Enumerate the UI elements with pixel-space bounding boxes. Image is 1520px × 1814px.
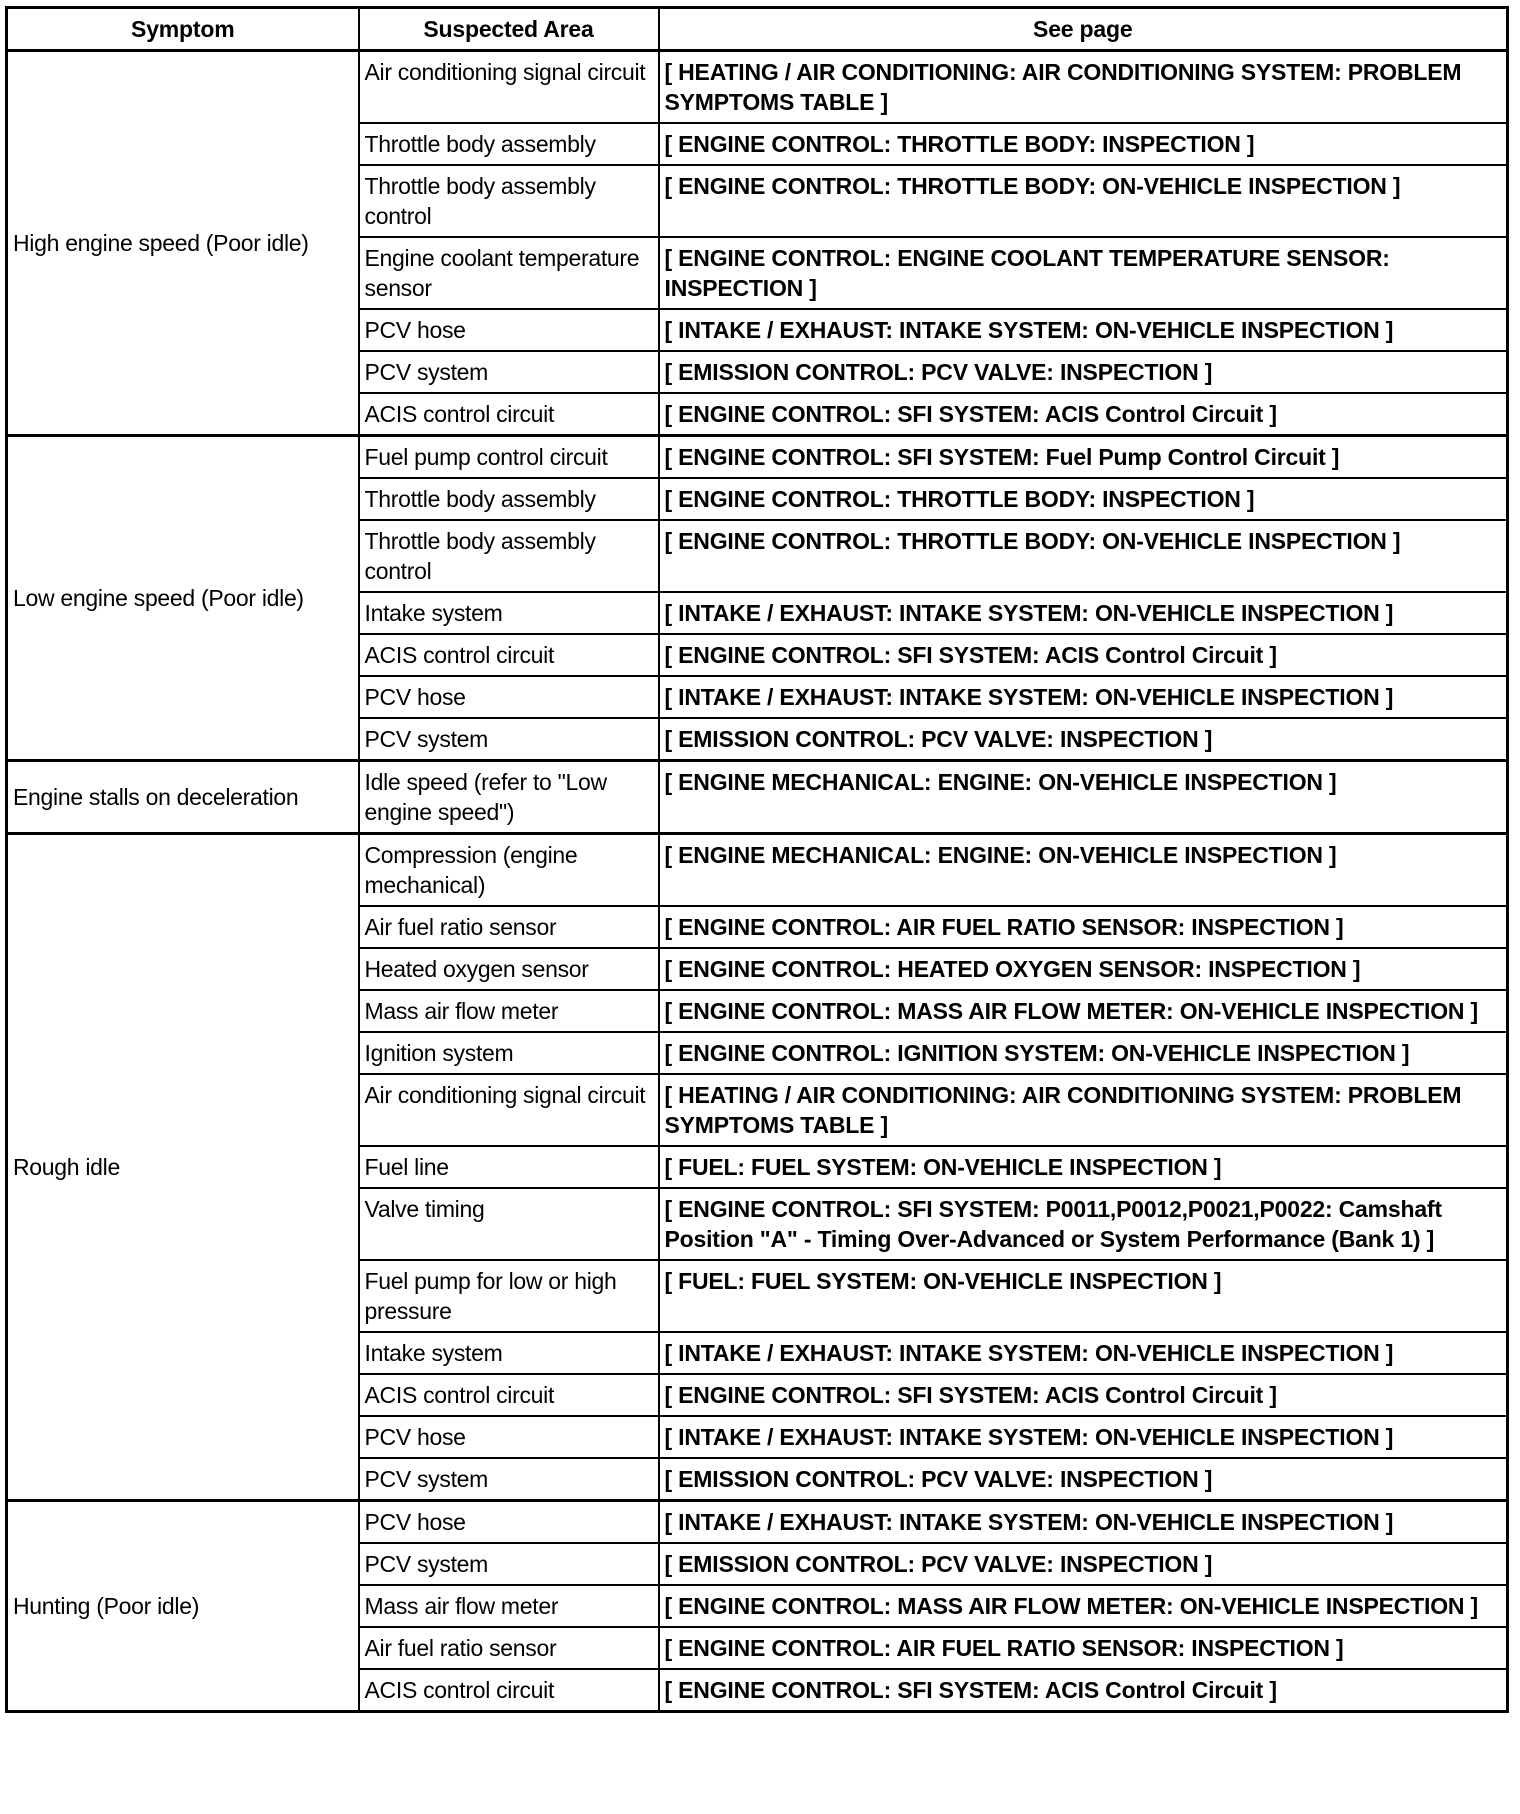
table-row bbox=[7, 1501, 1508, 1544]
see-page-link[interactable]: [ ENGINE CONTROL: THROTTLE BODY: INSPECTION ] bbox=[659, 478, 1508, 520]
suspected-area-cell: ACIS control circuit bbox=[359, 634, 659, 676]
suspected-area-cell: Ignition system bbox=[359, 1032, 659, 1074]
see-page-link[interactable]: [ ENGINE CONTROL: AIR FUEL RATIO SENSOR: INSPECTION ] bbox=[659, 1627, 1508, 1669]
header-row bbox=[7, 8, 1508, 51]
table-row bbox=[7, 51, 1508, 124]
see-page-link[interactable]: [ ENGINE CONTROL: SFI SYSTEM: ACIS Control Circuit ] bbox=[659, 1669, 1508, 1712]
see-page-link[interactable]: [ EMISSION CONTROL: PCV VALVE: INSPECTION ] bbox=[659, 1543, 1508, 1585]
see-page-link[interactable]: [ ENGINE CONTROL: AIR FUEL RATIO SENSOR: INSPECTION ] bbox=[659, 906, 1508, 948]
suspected-area-cell: PCV system bbox=[359, 351, 659, 393]
see-page-link[interactable]: [ ENGINE CONTROL: SFI SYSTEM: ACIS Control Circuit ] bbox=[659, 1374, 1508, 1416]
see-page-link[interactable]: [ ENGINE CONTROL: SFI SYSTEM: P0011,P0012,P0021,P0022: Camshaft Position "A" - Timing Over-Advanced or System Performance (Bank 1) ] bbox=[659, 1188, 1508, 1260]
suspected-area-cell: Fuel pump control circuit bbox=[359, 436, 659, 479]
suspected-area-cell: Mass air flow meter bbox=[359, 990, 659, 1032]
suspected-area-cell: Compression (engine mechanical) bbox=[359, 834, 659, 907]
suspected-area-cell: Air fuel ratio sensor bbox=[359, 1627, 659, 1669]
see-page-link[interactable]: [ ENGINE CONTROL: MASS AIR FLOW METER: ON-VEHICLE INSPECTION ] bbox=[659, 1585, 1508, 1627]
suspected-area-cell: Air conditioning signal circuit bbox=[359, 51, 659, 124]
suspected-area-cell: PCV hose bbox=[359, 676, 659, 718]
table-row bbox=[7, 436, 1508, 479]
suspected-area-cell: PCV system bbox=[359, 1543, 659, 1585]
suspected-area-cell: Throttle body assembly bbox=[359, 123, 659, 165]
see-page-link[interactable]: [ INTAKE / EXHAUST: INTAKE SYSTEM: ON-VEHICLE INSPECTION ] bbox=[659, 309, 1508, 351]
symptom-cell: Low engine speed (Poor idle) bbox=[7, 436, 359, 761]
see-page-link[interactable]: [ INTAKE / EXHAUST: INTAKE SYSTEM: ON-VEHICLE INSPECTION ] bbox=[659, 1501, 1508, 1544]
see-page-link[interactable]: [ INTAKE / EXHAUST: INTAKE SYSTEM: ON-VEHICLE INSPECTION ] bbox=[659, 592, 1508, 634]
see-page-link[interactable]: [ ENGINE CONTROL: THROTTLE BODY: ON-VEHICLE INSPECTION ] bbox=[659, 520, 1508, 592]
see-page-link[interactable]: [ ENGINE MECHANICAL: ENGINE: ON-VEHICLE INSPECTION ] bbox=[659, 834, 1508, 907]
suspected-area-cell: Heated oxygen sensor bbox=[359, 948, 659, 990]
suspected-area-cell: PCV hose bbox=[359, 1501, 659, 1544]
suspected-area-cell: Intake system bbox=[359, 592, 659, 634]
see-page-link[interactable]: [ EMISSION CONTROL: PCV VALVE: INSPECTION ] bbox=[659, 1458, 1508, 1501]
see-page-link[interactable]: [ INTAKE / EXHAUST: INTAKE SYSTEM: ON-VEHICLE INSPECTION ] bbox=[659, 676, 1508, 718]
suspected-area-cell: ACIS control circuit bbox=[359, 393, 659, 436]
header-suspected-area: Suspected Area bbox=[359, 8, 659, 51]
suspected-area-cell: PCV hose bbox=[359, 1416, 659, 1458]
symptom-cell: High engine speed (Poor idle) bbox=[7, 51, 359, 436]
suspected-area-cell: Intake system bbox=[359, 1332, 659, 1374]
see-page-link[interactable]: [ ENGINE CONTROL: SFI SYSTEM: ACIS Control Circuit ] bbox=[659, 634, 1508, 676]
see-page-link[interactable]: [ ENGINE CONTROL: IGNITION SYSTEM: ON-VEHICLE INSPECTION ] bbox=[659, 1032, 1508, 1074]
suspected-area-cell: Air conditioning signal circuit bbox=[359, 1074, 659, 1146]
see-page-link[interactable]: [ ENGINE CONTROL: THROTTLE BODY: INSPECTION ] bbox=[659, 123, 1508, 165]
see-page-link[interactable]: [ EMISSION CONTROL: PCV VALVE: INSPECTION ] bbox=[659, 351, 1508, 393]
see-page-link[interactable]: [ HEATING / AIR CONDITIONING: AIR CONDITIONING SYSTEM: PROBLEM SYMPTOMS TABLE ] bbox=[659, 51, 1508, 124]
see-page-link[interactable]: [ ENGINE CONTROL: HEATED OXYGEN SENSOR: INSPECTION ] bbox=[659, 948, 1508, 990]
symptom-cell: Engine stalls on deceleration bbox=[7, 761, 359, 834]
suspected-area-cell: Throttle body assembly bbox=[359, 478, 659, 520]
suspected-area-cell: Air fuel ratio sensor bbox=[359, 906, 659, 948]
see-page-link[interactable]: [ INTAKE / EXHAUST: INTAKE SYSTEM: ON-VEHICLE INSPECTION ] bbox=[659, 1332, 1508, 1374]
page bbox=[5, 6, 1509, 1713]
header-see-page: See page bbox=[659, 8, 1508, 51]
suspected-area-cell: Fuel line bbox=[359, 1146, 659, 1188]
table-row bbox=[7, 834, 1508, 907]
see-page-link[interactable]: [ EMISSION CONTROL: PCV VALVE: INSPECTION ] bbox=[659, 718, 1508, 761]
see-page-link[interactable]: [ INTAKE / EXHAUST: INTAKE SYSTEM: ON-VEHICLE INSPECTION ] bbox=[659, 1416, 1508, 1458]
suspected-area-cell: Engine coolant temperature sensor bbox=[359, 237, 659, 309]
suspected-area-cell: ACIS control circuit bbox=[359, 1374, 659, 1416]
suspected-area-cell: Throttle body assembly control bbox=[359, 520, 659, 592]
see-page-link[interactable]: [ ENGINE CONTROL: ENGINE COOLANT TEMPERATURE SENSOR: INSPECTION ] bbox=[659, 237, 1508, 309]
table-body bbox=[7, 51, 1508, 1712]
suspected-area-cell: Fuel pump for low or high pressure bbox=[359, 1260, 659, 1332]
table-row bbox=[7, 761, 1508, 834]
symptom-cell: Rough idle bbox=[7, 834, 359, 1501]
see-page-link[interactable]: [ FUEL: FUEL SYSTEM: ON-VEHICLE INSPECTION ] bbox=[659, 1260, 1508, 1332]
suspected-area-cell: Throttle body assembly control bbox=[359, 165, 659, 237]
suspected-area-cell: Mass air flow meter bbox=[359, 1585, 659, 1627]
suspected-area-cell: PCV hose bbox=[359, 309, 659, 351]
see-page-link[interactable]: [ HEATING / AIR CONDITIONING: AIR CONDITIONING SYSTEM: PROBLEM SYMPTOMS TABLE ] bbox=[659, 1074, 1508, 1146]
suspected-area-cell: Valve timing bbox=[359, 1188, 659, 1260]
symptom-cell: Hunting (Poor idle) bbox=[7, 1501, 359, 1712]
suspected-area-cell: PCV system bbox=[359, 718, 659, 761]
see-page-link[interactable]: [ ENGINE CONTROL: SFI SYSTEM: ACIS Control Circuit ] bbox=[659, 393, 1508, 436]
see-page-link[interactable]: [ ENGINE MECHANICAL: ENGINE: ON-VEHICLE INSPECTION ] bbox=[659, 761, 1508, 834]
see-page-link[interactable]: [ ENGINE CONTROL: THROTTLE BODY: ON-VEHICLE INSPECTION ] bbox=[659, 165, 1508, 237]
see-page-link[interactable]: [ ENGINE CONTROL: SFI SYSTEM: Fuel Pump Control Circuit ] bbox=[659, 436, 1508, 479]
suspected-area-cell: Idle speed (refer to "Low engine speed") bbox=[359, 761, 659, 834]
suspected-area-cell: ACIS control circuit bbox=[359, 1669, 659, 1712]
see-page-link[interactable]: [ FUEL: FUEL SYSTEM: ON-VEHICLE INSPECTION ] bbox=[659, 1146, 1508, 1188]
problem-symptoms-table bbox=[5, 6, 1509, 1713]
see-page-link[interactable]: [ ENGINE CONTROL: MASS AIR FLOW METER: ON-VEHICLE INSPECTION ] bbox=[659, 990, 1508, 1032]
header-symptom: Symptom bbox=[7, 8, 359, 51]
suspected-area-cell: PCV system bbox=[359, 1458, 659, 1501]
